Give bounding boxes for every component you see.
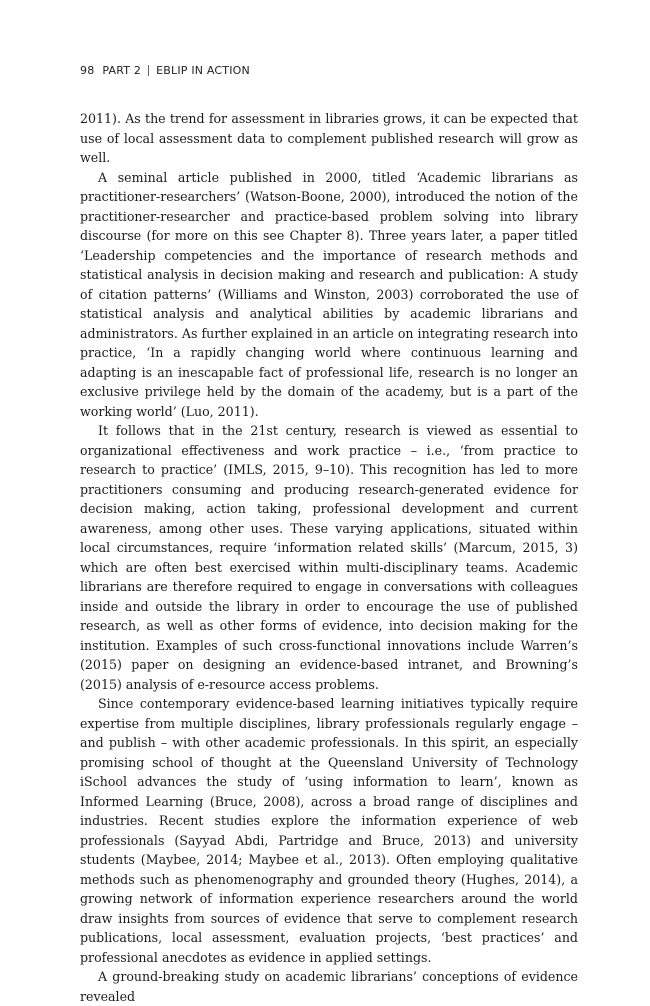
- paragraph: A seminal article published in 2000, titled ‘Academic librarians as practitioner-researchers’ (Watson-Boone, 2000), introduced the notion of the practitioner-researcher and practice-based problem solving into library discourse (for more on this see Chapter 8). Three years later, a paper titled ‘Leadership competencies and the importance of research methods and statistical analysis in decision making and research and publication: A study of citation patterns’ (Williams and Winston, 2003) corroborated the use of statistical analysis and analytical abilities by academic librarians and administrators. As further explained in an article on integrating research into practice, ‘In a rapidly changing world where continuous learning and adapting is an inescapable fact of professional life, research is no longer an exclusive privilege held by the domain of the academy, but is a part of the working world’ (Luo, 2011).: [80, 169, 578, 419]
- header-divider: [148, 65, 149, 76]
- paragraph: Since contemporary evidence-based learning initiatives typically require expertise from multiple disciplines, library professionals regularly engage – and publish – with other academic professionals. In this spirit, an especially promising school of thought at the Queensland University of Technology iSchool advances the study of ‘using information to learn’, known as Informed Learning (Bruce, 2008), across a broad range of disciplines and industries. Recent studies explore the information experience of web professionals (Sayyad Abdi, Partridge and Bruce, 2013) and university students (Maybee, 2014; Maybee et al., 2013). Often employing qualitative methods such as phenomenography and grounded theory (Hughes, 2014), a growing network of information experience researchers around the world draw insights from sources of evidence that serve to complement research publications, local assessment, evaluation projects, ‘best practices’ and professional anecdotes as evidence in applied settings.: [80, 696, 578, 965]
- paragraph-continuation: 2011). As the trend for assessment in libraries grows, it can be expected that use of local assessment data to complement published research will grow as well.: [80, 111, 578, 165]
- paragraph: A ground-breaking study on academic librarians’ conceptions of evidence revealed: [80, 969, 578, 1004]
- page-number: 98: [80, 64, 95, 77]
- body-text: [80, 109, 578, 1006]
- paragraph: It follows that in the 21st century, research is viewed as essential to organizational effectiveness and work practice – i.e., ‘from practice to research to practice’ (IMLS, 2015, 9–10). This recognition has led to more practitioners consuming and producing research-generated evidence for decision making, action taking, professional development and current awareness, among other uses. These varying applications, situated within local circumstances, require ‘information related skills’ (Marcum, 2015, 3) which are often best exercised within multi-disciplinary teams. Academic librarians are therefore required to engage in conversations with colleagues inside and outside the library in order to encourage the use of published research, as well as other forms of evidence, into decision making for the institution. Examples of such cross-functional innovations include Warren’s (2015) paper on designing an evidence-based intranet, and Browning’s (2015) analysis of e-resource access problems.: [80, 423, 578, 692]
- running-header: [80, 64, 250, 77]
- section-title: EBLIP IN ACTION: [156, 64, 250, 77]
- part-label: PART 2: [102, 64, 142, 77]
